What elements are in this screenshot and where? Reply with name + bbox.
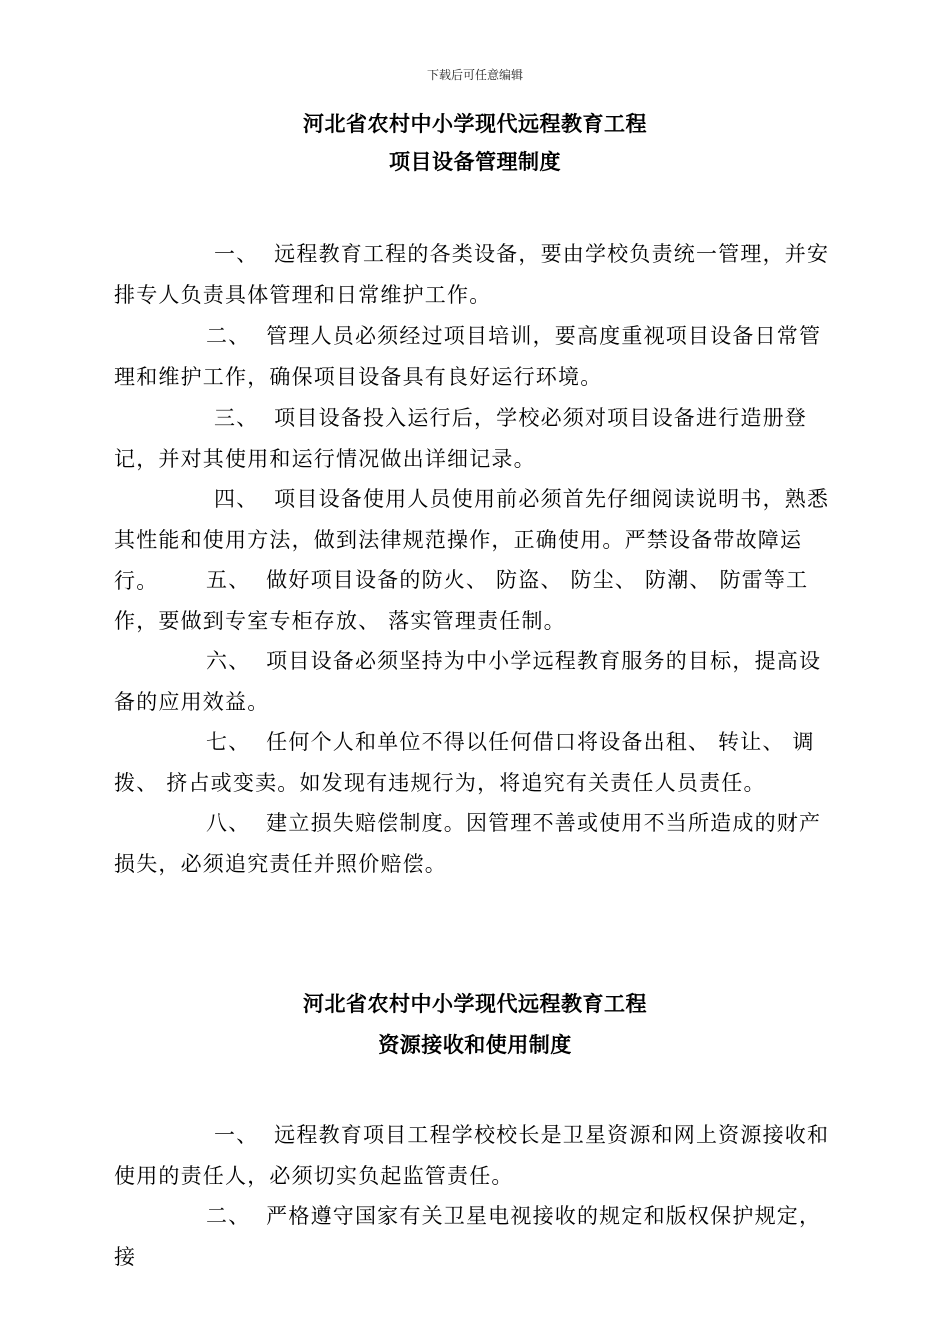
section2-subtitle: 资源接收和使用制度: [378, 1033, 572, 1057]
section2-item-1: [114, 1115, 838, 1197]
item-number: 二、: [206, 324, 251, 348]
section1-item-3: [114, 398, 838, 480]
item-number: 四、: [214, 487, 259, 511]
item-number: 六、: [206, 649, 251, 673]
item-text: 项目设备投入运行后，学校必须对项目设备进行造册登记，并对其使用和运行情况做出详细记录。: [114, 406, 807, 471]
item-number: 七、: [206, 730, 251, 754]
item-text: 任何个人和单位不得以任何借口将设备出租、 转让、 调拨、 挤占或变卖。如发现有违规行为，将追究有关责任人员责任。: [114, 730, 815, 795]
item-text: 做好项目设备的防火、 防盗、 防尘、 防潮、 防雷等工作，要做到专室专柜存放、 落实管理责任制。: [114, 568, 809, 633]
section1-item-8: [114, 803, 838, 885]
item-number: 八、: [206, 811, 251, 835]
item-text: 项目设备必须坚持为中小学远程教育服务的目标，提高设备的应用效益。: [114, 649, 822, 714]
item-number: 三、: [214, 406, 259, 430]
item-number: 五、: [206, 568, 251, 592]
item-text: 建立损失赔偿制度。因管理不善或使用不当所造成的财产损失，必须追究责任并照价赔偿。: [114, 811, 822, 876]
item-text: 远程教育工程的各类设备，要由学校负责统一管理，并安排专人负责具体管理和日常维护工作。: [114, 242, 830, 307]
item-number: 一、: [214, 1123, 259, 1147]
section2-item-2: [114, 1196, 838, 1278]
section1-item-6: [114, 641, 838, 723]
section1-item-7: [114, 722, 838, 804]
item-number: 一、: [214, 242, 259, 266]
section1-subtitle: 项目设备管理制度: [389, 150, 561, 174]
section2-title: 河北省农村中小学现代远程教育工程: [303, 992, 647, 1016]
page-header: 下载后可任意编辑: [426, 68, 523, 82]
section1-item-2: [114, 316, 838, 398]
section1-item-1: [114, 234, 838, 316]
item-text: 项目设备使用人员使用前必须首先仔细阅读说明书，熟悉其性能和使用方法，做到法律规范操作，正确使用。严禁设备带故障运行。: [114, 487, 830, 593]
item-number: 二、: [206, 1204, 251, 1228]
item-text: 远程教育项目工程学校校长是卫星资源和网上资源接收和使用的责任人，必须切实负起监管责任。: [114, 1123, 830, 1188]
section1-title: 河北省农村中小学现代远程教育工程: [303, 112, 647, 136]
section1-item-5: [114, 560, 838, 642]
item-text: 严格遵守国家有关卫星电视接收的规定和版权保护规定，接: [114, 1204, 822, 1269]
item-text: 管理人员必须经过项目培训，要高度重视项目设备日常管理和维护工作，确保项目设备具有良好运行环境。: [114, 324, 822, 389]
